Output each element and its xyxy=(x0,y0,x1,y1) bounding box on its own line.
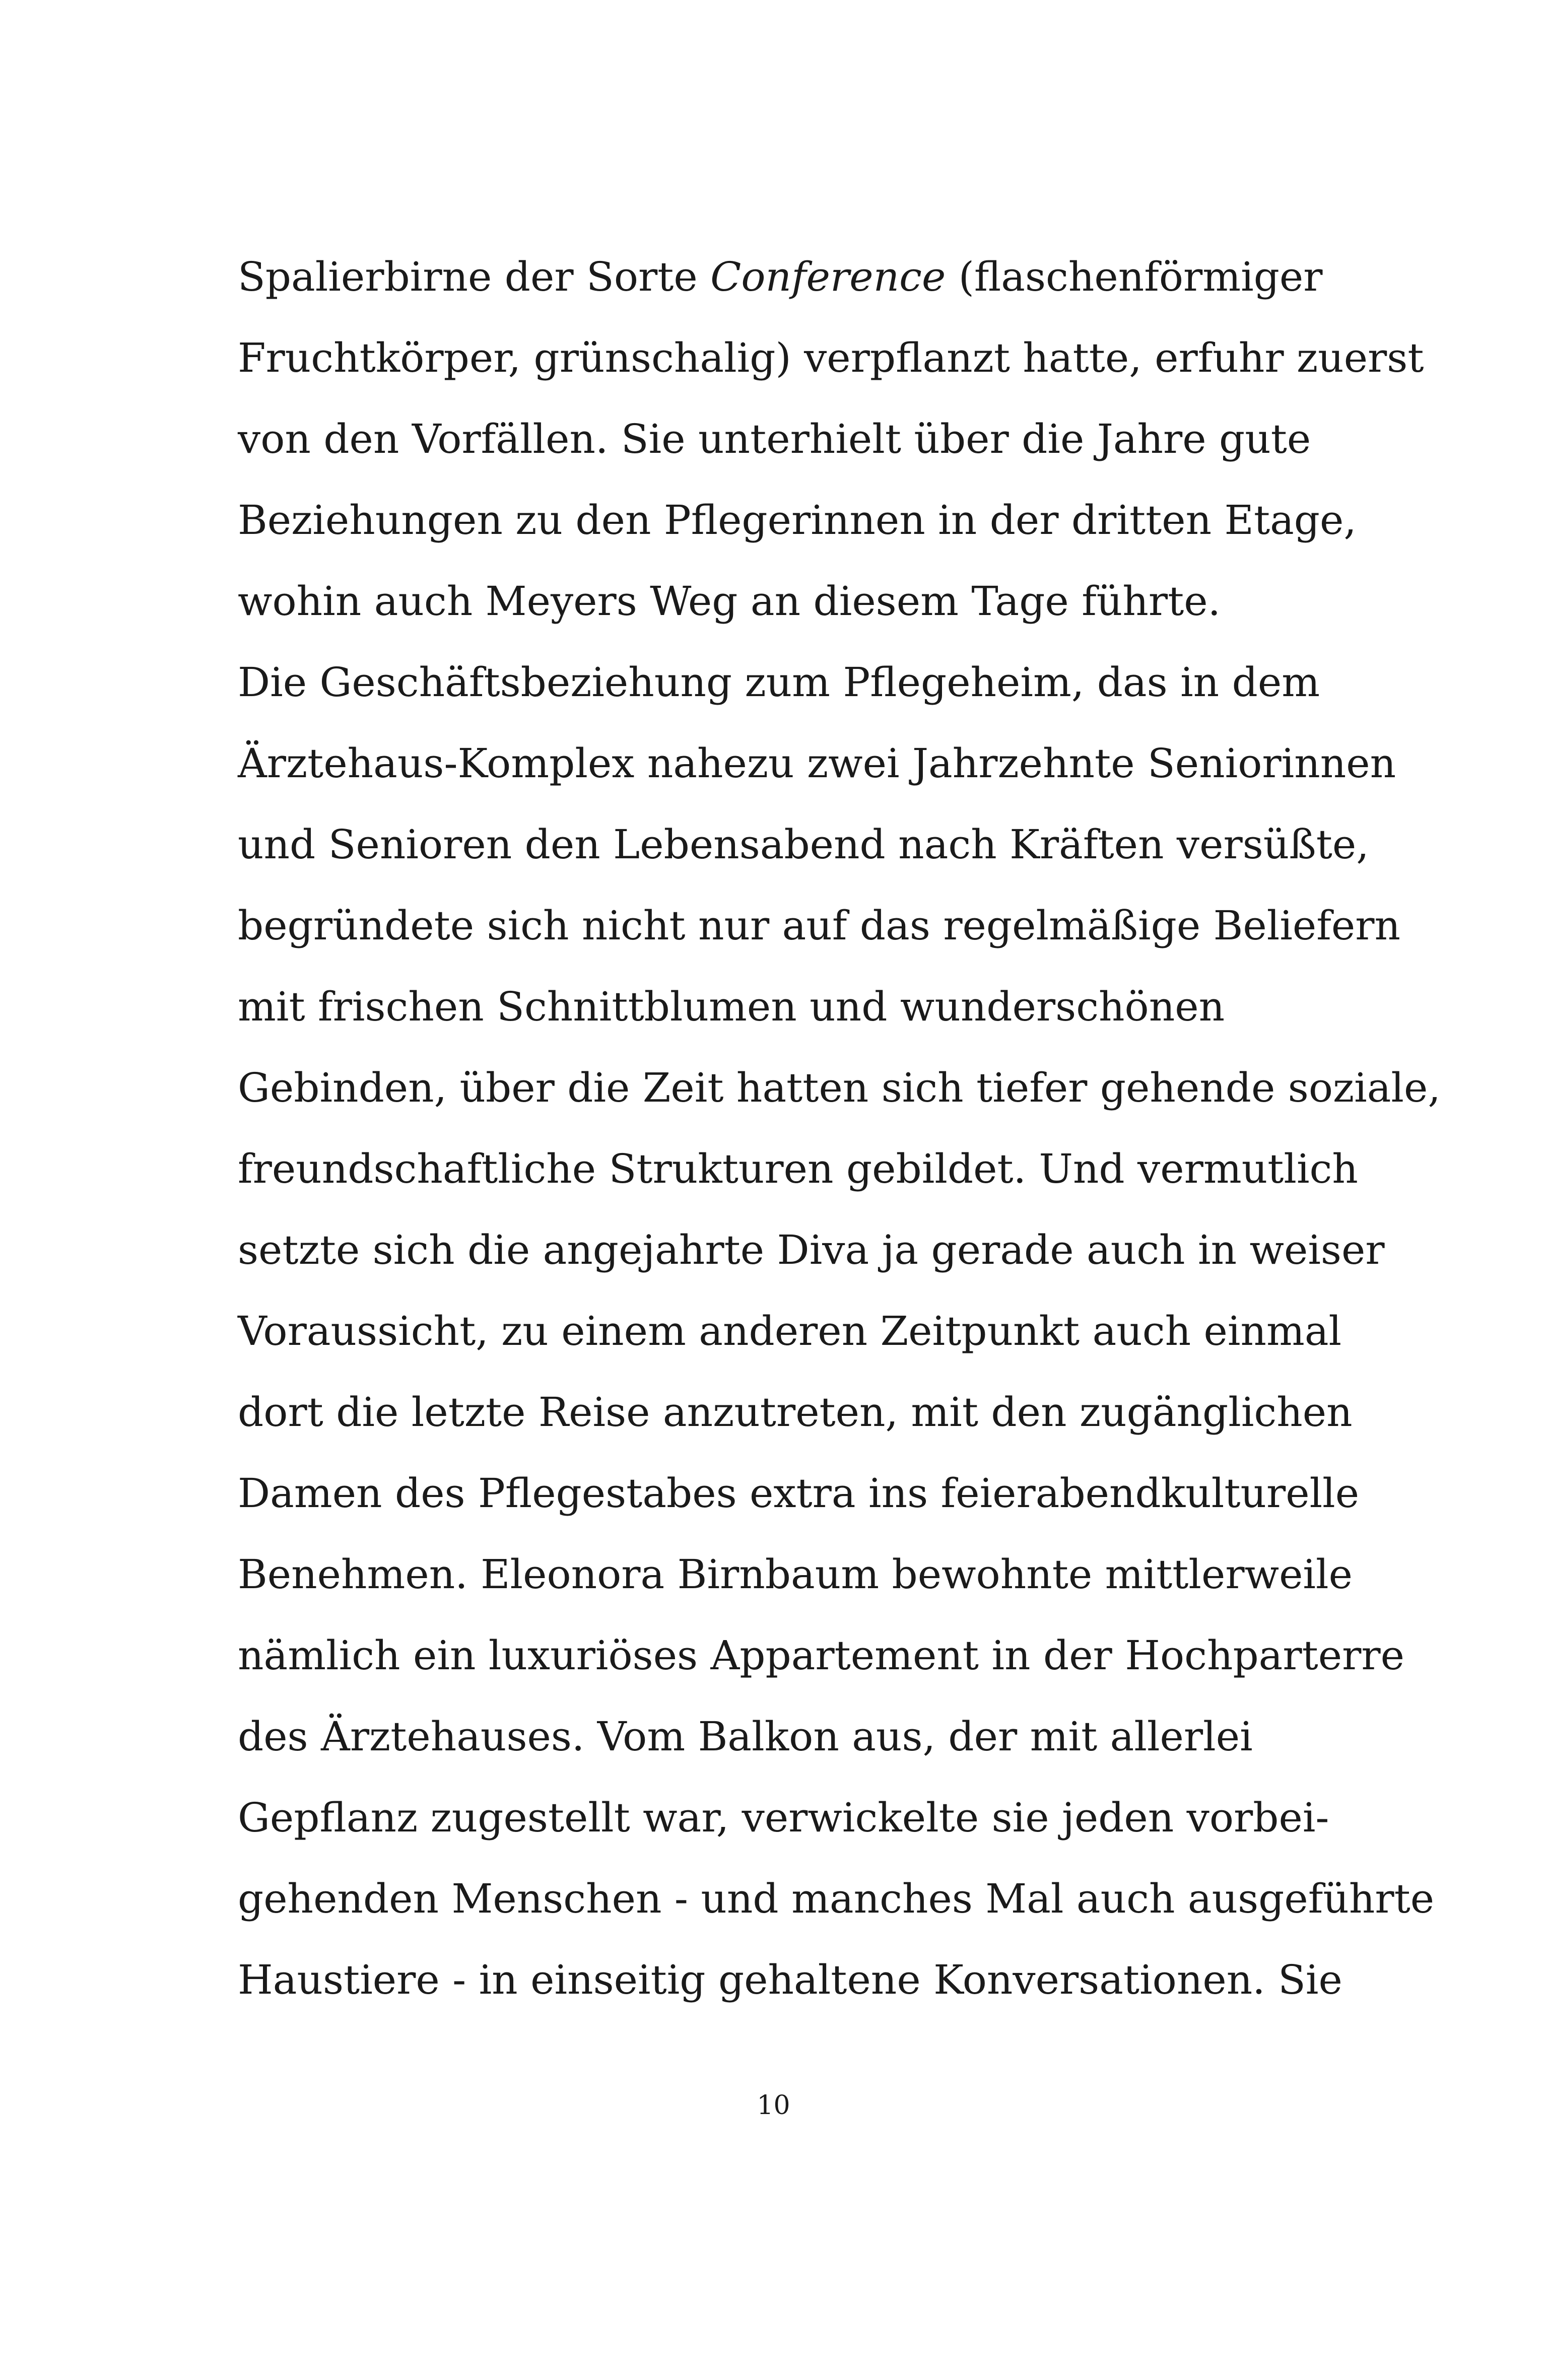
text-line-start: Spalierbirne der Sorte xyxy=(238,253,711,300)
text-line: Fruchtkörper, grünschalig) verpflanzt hatte, erfuhr zuerst xyxy=(238,334,1424,381)
text-line: des Ärztehauses. Vom Balkon aus, der mit allerlei xyxy=(238,1713,1253,1760)
text-line: Benehmen. Eleonora Birnbaum bewohnte mittlerweile xyxy=(238,1551,1353,1598)
text-line: von den Vorfällen. Sie unterhielt über die Jahre gute xyxy=(238,416,1311,462)
text-line: dort die letzte Reise anzutreten, mit den zugänglichen xyxy=(238,1389,1353,1436)
text-line xyxy=(238,237,1322,317)
text-line: setzte sich die angejahrte Diva ja gerade auch in weiser xyxy=(238,1227,1385,1273)
text-line: gehenden Menschen - und manches Mal auch ausgeführte xyxy=(238,1875,1435,1922)
text-line: Damen des Pflegestabes extra ins feierabendkulturelle xyxy=(238,1470,1360,1517)
text-line: und Senioren den Lebensabend nach Kräften versüßte, xyxy=(238,821,1369,868)
text-line: Gebinden, über die Zeit hatten sich tiefer gehende soziale, xyxy=(238,1064,1441,1111)
page-number: 10 xyxy=(757,2090,790,2121)
text-line: Die Geschäftsbeziehung zum Pflegeheim, das in dem xyxy=(238,659,1320,706)
text-line: freundschaftliche Strukturen gebildet. Und vermutlich xyxy=(238,1145,1358,1192)
text-line: Ärztehaus-Komplex nahezu zwei Jahrzehnte Seniorinnen xyxy=(238,740,1396,787)
text-line: mit frischen Schnittblumen und wunderschönen xyxy=(238,983,1225,1030)
text-line: Haustiere - in einseitig gehaltene Konversationen. Sie xyxy=(238,1956,1342,2003)
text-line-end: (flaschenförmiger xyxy=(946,253,1323,300)
text-line: wohin auch Meyers Weg an diesem Tage führte. xyxy=(238,578,1221,625)
text-line: begründete sich nicht nur auf das regelmäßige Beliefern xyxy=(238,902,1400,949)
text-line: nämlich ein luxuriöses Appartement in der Hochparterre xyxy=(238,1632,1404,1679)
text-line: Voraussicht, zu einem anderen Zeitpunkt auch einmal xyxy=(238,1308,1342,1354)
text-line: Gepflanz zugestellt war, verwickelte sie jeden vorbei- xyxy=(238,1794,1329,1841)
italic-variety-name: Conference xyxy=(710,253,946,300)
text-line: Beziehungen zu den Pflegerinnen in der dritten Etage, xyxy=(238,497,1357,543)
